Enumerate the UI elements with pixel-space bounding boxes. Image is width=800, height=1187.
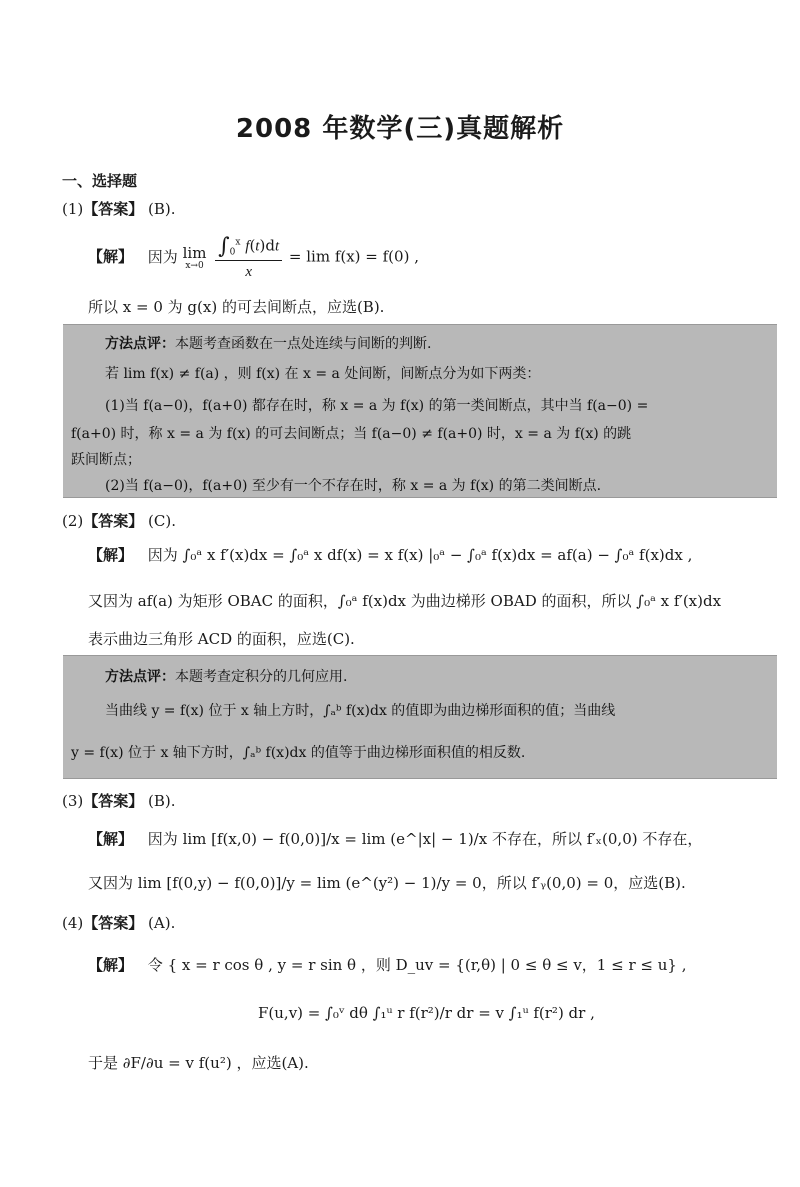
q3-answer-value: (B). (148, 792, 176, 810)
q2-solution-tag: 【解】 (88, 546, 134, 564)
q4-solution-line3: 于是 ∂F/∂u = v f(u²) ，应选(A). (88, 1054, 309, 1072)
q1-answer-value: (B). (148, 200, 176, 218)
q1-comment-head: 方法点评：本题考查函数在一点处连续与间断的判断. (105, 336, 432, 352)
q2-comment-head: 方法点评：本题考查定积分的几何应用. (105, 669, 348, 685)
q3-solution-line1 (88, 828, 702, 849)
q1-answer-tag: 【答案】 (83, 200, 144, 218)
q1-comment-line6: (2)当 f(a−0)，f(a+0) 至少有一个不存在时，称 x = a 为 f(x) 的第二类间断点. (105, 478, 602, 494)
q1-solution-rest: = lim f(x) = f(0) , (288, 247, 419, 266)
q1-solution-tag: 【解】 (88, 247, 134, 266)
q4-solution-line2: F(u,v) = ∫₀ᵛ dθ ∫₁ᵘ r f(r²)/r dr = v ∫₁ᵘ f(r²) dr , (258, 1004, 595, 1022)
q4-answer-tag: 【答案】 (83, 914, 144, 932)
q3-solution-line2: 又因为 lim [f(0,y) − f(0,0)]/y = lim (e^(y²) − 1)/y = 0，所以 f′ᵧ(0,0) = 0，应选(B). (88, 874, 686, 892)
q1-answer-line (62, 198, 176, 219)
q3-solution-tag: 【解】 (88, 830, 134, 848)
q3-solution-text1: 因为 lim [f(x,0) − f(0,0)]/x = lim (e^|x| − 1)/x 不存在，所以 f′ₓ(0,0) 不存在， (147, 830, 703, 848)
page-title: 2008 年数学(三)真题解析 (235, 114, 565, 144)
q3-answer-line (62, 790, 176, 811)
q2-answer-tag: 【答案】 (83, 512, 144, 530)
q1-method-comment-box (63, 324, 777, 498)
q1-solution-line2: 所以 x = 0 为 g(x) 的可去间断点，应选(B). (88, 298, 385, 316)
q4-number: (4) (62, 914, 84, 932)
q4-answer-line (62, 912, 175, 933)
q2-solution-text1: 因为 ∫₀ᵃ x f′(x)dx = ∫₀ᵃ x df(x) = x f(x) |₀ᵃ − ∫₀ᵃ f(x)dx = af(a) − ∫₀ᵃ f(x)dx , (147, 546, 693, 564)
q2-solution-line1 (88, 544, 692, 565)
q2-number: (2) (62, 512, 84, 530)
q1-limit-operator: lim x→0 (182, 244, 207, 271)
q1-solution-line1 (88, 234, 419, 281)
q2-answer-line (62, 510, 176, 531)
q4-solution-text1: 令 { x = r cos θ , y = r sin θ ，则 D_uv = {(r,θ) | 0 ≤ θ ≤ v，1 ≤ r ≤ u} , (147, 956, 687, 974)
q3-number: (3) (62, 792, 84, 810)
q4-answer-value: (A). (148, 914, 176, 932)
q1-fraction: $\frac{\int_0^x f(t)dt}{x}$ (215, 234, 282, 281)
q1-solution-intro: 因为 (147, 247, 178, 266)
q2-answer-value: (C). (148, 512, 176, 530)
q4-solution-line1 (88, 954, 686, 975)
q4-solution-tag: 【解】 (88, 956, 134, 974)
q1-comment-line4: f(a+0) 时，称 x = a 为 f(x) 的可去间断点；当 f(a−0) ≠ f(a+0) 时，x = a 为 f(x) 的跳 (71, 426, 632, 442)
q3-answer-tag: 【答案】 (83, 792, 144, 810)
q1-comment-line3: (1)当 f(a−0)，f(a+0) 都存在时，称 x = a 为 f(x) 的第一类间断点，其中当 f(a−0) = (105, 398, 649, 414)
q1-number: (1) (62, 200, 84, 218)
q2-method-comment-box (63, 655, 777, 779)
section-heading-choice: 一、选择题 (62, 172, 138, 190)
q2-solution-line2: 又因为 af(a) 为矩形 OBAC 的面积，∫₀ᵃ f(x)dx 为曲边梯形 OBAD 的面积，所以 ∫₀ᵃ x f′(x)dx (88, 592, 722, 610)
q2-comment-line3: y = f(x) 位于 x 轴下方时，∫ₐᵇ f(x)dx 的值等于曲边梯形面积值的相反数. (71, 745, 526, 761)
q2-comment-line2: 当曲线 y = f(x) 位于 x 轴上方时，∫ₐᵇ f(x)dx 的值即为曲边梯形面积的值；当曲线 (105, 703, 616, 719)
q1-comment-line5: 跃间断点； (71, 452, 141, 468)
q2-solution-line3: 表示曲边三角形 ACD 的面积，应选(C). (88, 630, 355, 648)
q1-comment-line2: 若 lim f(x) ≠ f(a) ，则 f(x) 在 x = a 处间断，间断点分为如下两类： (105, 366, 541, 382)
